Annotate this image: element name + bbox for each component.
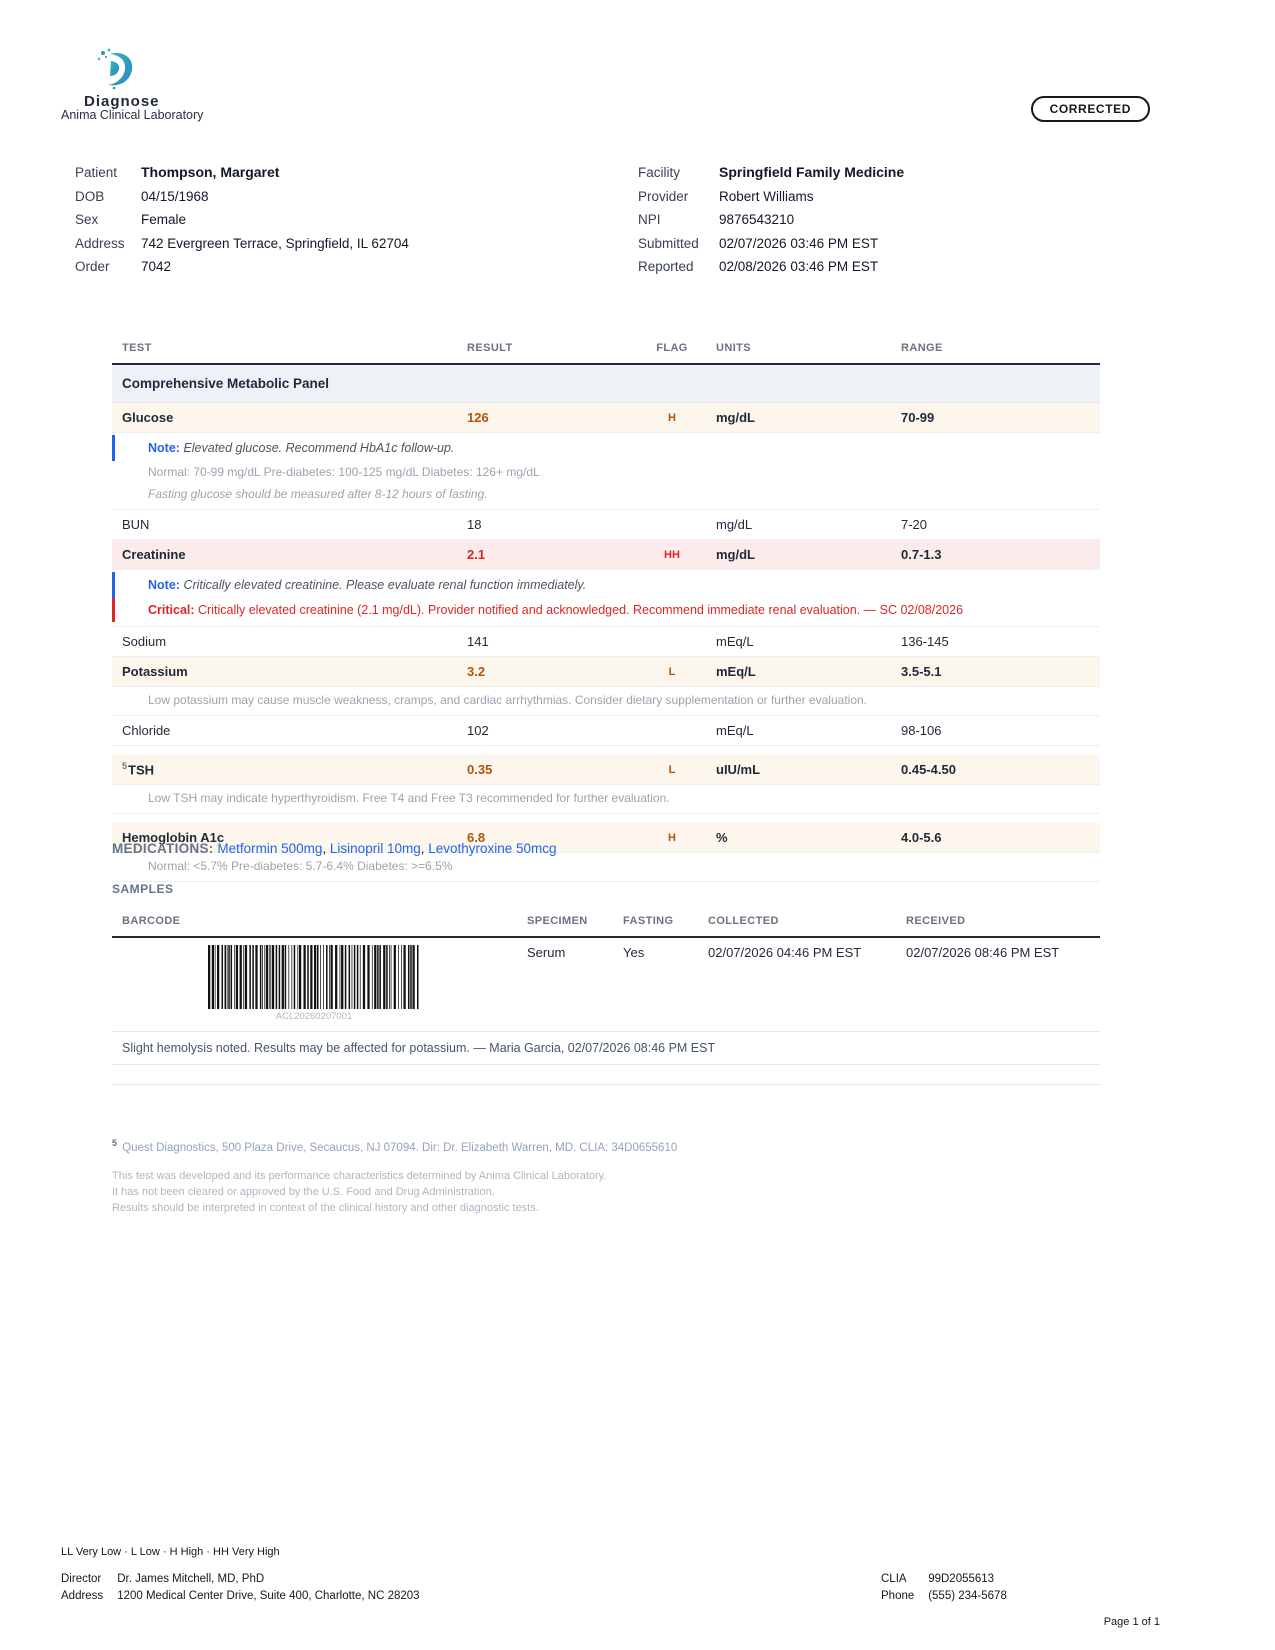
medications — [112, 841, 557, 856]
barcode-image — [208, 945, 420, 1009]
test-name: Creatinine — [122, 547, 186, 562]
test-result: 3.2 — [467, 664, 486, 679]
note-text: Critically elevated creatinine. Please evaluate renal function immediately. — [183, 578, 587, 592]
medications-label: MEDICATIONS: — [112, 841, 214, 856]
facility-row — [638, 161, 1165, 185]
medication-link[interactable]: Levothyroxine 50mcg — [428, 841, 557, 856]
test-range: 70-99 — [901, 410, 935, 425]
col-result: RESULT — [467, 342, 513, 354]
glucose-note — [112, 435, 1100, 461]
provider-value: Robert Williams — [719, 188, 814, 204]
test-name-text: TSH — [128, 762, 155, 778]
test-units: uIU/mL — [716, 762, 761, 777]
patient-row — [75, 161, 638, 185]
test-units: mEq/L — [716, 664, 756, 679]
test-range: 136-145 — [901, 634, 949, 649]
test-units: mg/dL — [716, 410, 755, 425]
report-info — [75, 161, 1165, 279]
potassium-info: Low potassium may cause muscle weakness, cramps, and cardiac arrhythmias. Consider dietary supplementation or further evaluation. — [148, 693, 868, 707]
sample-collected: 02/07/2026 04:46 PM EST — [708, 945, 862, 960]
test-range: 98-106 — [901, 723, 942, 738]
phone-row — [881, 1588, 1007, 1604]
test-name: Potassium — [122, 664, 188, 679]
footnote-5-ref: 5 — [112, 1138, 118, 1148]
facility-label: Facility — [638, 165, 681, 180]
col-barcode: BARCODE — [122, 915, 181, 927]
address-label: Address — [75, 235, 125, 251]
facility-name: Springfield Family Medicine — [719, 164, 905, 180]
sample-specimen: Serum — [527, 945, 566, 960]
npi-value: 9876543210 — [719, 212, 795, 227]
col-flag: FLAG — [656, 342, 688, 354]
facility-info — [638, 161, 1165, 279]
footer-address-value: 1200 Medical Center Drive, Suite 400, Charlotte, NC 28203 — [117, 1590, 420, 1602]
footnote-5 — [112, 1138, 1100, 1154]
note-label: Note: — [148, 441, 180, 455]
clia-value: 99D2055613 — [928, 1573, 995, 1585]
medication-link[interactable]: Metformin 500mg , — [217, 841, 330, 856]
results-table — [112, 342, 1100, 882]
sex-value: Female — [141, 212, 187, 227]
dob-row — [75, 185, 638, 209]
test-flag: H — [668, 831, 676, 844]
report-footer — [61, 1546, 1214, 1605]
sex-label: Sex — [75, 212, 99, 227]
test-units: mEq/L — [716, 634, 754, 649]
lab-name: Anima Clinical Laboratory — [61, 108, 204, 122]
test-result: 18 — [467, 517, 482, 532]
sample-barcode-cell — [112, 945, 527, 1022]
flag-legend: LL Very Low · L Low · H High · HH Very High — [61, 1546, 280, 1558]
submitted-row — [638, 232, 1165, 256]
test-range: 0.45-4.50 — [901, 762, 956, 777]
col-units: UNITS — [716, 342, 751, 354]
col-received: RECEIVED — [906, 915, 966, 927]
col-specimen: SPECIMEN — [527, 915, 588, 927]
sample-fasting: Yes — [623, 945, 645, 960]
table-row-sodium — [112, 627, 1100, 657]
test-units: mg/dL — [716, 517, 753, 532]
tsh-notes — [112, 785, 1100, 814]
table-row-bun — [112, 510, 1100, 540]
director-value: Dr. James Mitchell, MD, PhD — [117, 1573, 265, 1585]
phone-label: Phone — [881, 1590, 915, 1602]
footnotes — [112, 1138, 1100, 1216]
dob-value: 04/15/1968 — [141, 188, 209, 204]
a1c-notes — [112, 853, 1100, 882]
logo — [84, 46, 204, 110]
creatinine-note — [112, 572, 1100, 598]
address-value: 742 Evergreen Terrace, Springfield, IL 62704 — [141, 235, 409, 251]
test-name: Chloride — [122, 723, 171, 738]
test-name — [112, 761, 467, 777]
address-row — [75, 232, 638, 256]
test-result: 126 — [467, 410, 489, 425]
test-units: mEq/L — [716, 723, 754, 738]
test-result: 102 — [467, 723, 489, 738]
npi-label: NPI — [638, 212, 661, 227]
provider-label: Provider — [638, 188, 689, 204]
footnote-5-text: Quest Diagnostics, 500 Plaza Drive, Secaucus, NJ 07094. Dir: Dr. Elizabeth Warren, MD. CLIA: 34D0655610 — [122, 1141, 678, 1154]
creatinine-notes — [112, 570, 1100, 627]
test-result: 6.8 — [467, 830, 486, 845]
row-gap — [112, 814, 1100, 823]
table-row-chloride — [112, 716, 1100, 746]
submitted-label: Submitted — [638, 235, 699, 251]
disclaimer-line: It has not been cleared or approved by the U.S. Food and Drug Administration. — [112, 1185, 495, 1198]
sex-row — [75, 208, 638, 232]
order-value: 7042 — [141, 259, 172, 274]
critical-text: Critically elevated creatinine (2.1 mg/dL). Provider notified and acknowledged. Recommend immediate renal evaluation. — SC 02/08/2026 — [198, 603, 964, 617]
col-fasting: FASTING — [623, 915, 674, 927]
medication-link[interactable]: Lisinopril 10mg , — [330, 841, 428, 856]
samples-section — [112, 882, 1100, 1085]
patient-label: Patient — [75, 165, 118, 180]
patient-name: Thompson, Margaret — [141, 164, 280, 180]
diagnose-logo-icon — [94, 46, 138, 92]
table-row-glucose — [112, 403, 1100, 433]
table-row-creatinine — [112, 540, 1100, 570]
disclaimer — [112, 1168, 1100, 1216]
potassium-notes — [112, 687, 1100, 716]
reported-label: Reported — [638, 259, 694, 274]
divider — [112, 1065, 1100, 1085]
test-flag: L — [668, 763, 676, 776]
glucose-ref-info: Normal: 70-99 mg/dL Pre-diabetes: 100-125 mg/dL Diabetes: 126+ mg/dL — [148, 465, 540, 479]
col-test: TEST — [122, 342, 152, 354]
creatinine-critical — [112, 598, 1100, 622]
test-flag: L — [668, 665, 676, 678]
test-units: mg/dL — [716, 547, 755, 562]
glucose-fasting-info: Fasting glucose should be measured after 8-12 hours of fasting. — [148, 487, 488, 501]
note-label: Note: — [148, 578, 180, 592]
results-header — [112, 342, 1100, 365]
barcode-label: ACL20260207001 — [275, 1011, 353, 1022]
panel-section-header: Comprehensive Metabolic Panel — [112, 365, 1100, 403]
test-units: % — [716, 830, 728, 845]
test-result: 2.1 — [467, 547, 486, 562]
reported-row — [638, 255, 1165, 279]
logo-wordmark: Diagnose — [84, 93, 160, 110]
disclaimer-line: This test was developed and its performance characteristics determined by Anima Clinical Laboratory. — [112, 1169, 607, 1182]
test-flag: H — [668, 411, 676, 424]
row-gap — [112, 746, 1100, 755]
test-range: 3.5-5.1 — [901, 664, 942, 679]
footer-address-label: Address — [61, 1590, 104, 1602]
sample-received: 02/07/2026 08:46 PM EST — [906, 945, 1060, 960]
corrected-badge: CORRECTED — [1031, 96, 1150, 122]
test-name: Glucose — [122, 410, 174, 425]
disclaimer-line: Results should be interpreted in context of the clinical history and other diagnostic tests. — [112, 1201, 539, 1214]
table-row-tsh — [112, 755, 1100, 785]
order-row — [75, 255, 638, 279]
test-name: Sodium — [122, 634, 167, 649]
clia-row — [881, 1571, 994, 1587]
patient-info — [75, 161, 638, 279]
col-range: RANGE — [901, 342, 943, 354]
critical-label: Critical: — [148, 603, 195, 617]
table-row-potassium — [112, 657, 1100, 687]
reported-value: 02/08/2026 03:46 PM EST — [719, 259, 879, 274]
test-name: Hemoglobin A1c — [122, 830, 225, 845]
test-result: 141 — [467, 634, 489, 649]
a1c-info: Normal: <5.7% Pre-diabetes: 5.7-6.4% Diabetes: >=6.5% — [148, 859, 453, 873]
note-text: Elevated glucose. Recommend HbA1c follow-up. — [183, 441, 455, 455]
test-range: 0.7-1.3 — [901, 547, 942, 562]
dob-label: DOB — [75, 188, 105, 204]
test-flag: HH — [664, 548, 680, 561]
sample-row — [112, 938, 1100, 1022]
phone-value: (555) 234-5678 — [928, 1590, 1007, 1602]
director-label: Director — [61, 1573, 102, 1585]
order-label: Order — [75, 259, 110, 274]
tsh-info: Low TSH may indicate hyperthyroidism. Free T4 and Free T3 recommended for further evaluation. — [148, 791, 670, 805]
submitted-value: 02/07/2026 03:46 PM EST — [719, 235, 879, 251]
clia-label: CLIA — [881, 1573, 907, 1585]
glucose-notes — [112, 433, 1100, 510]
test-range: 4.0-5.6 — [901, 830, 942, 845]
samples-header — [112, 915, 1100, 938]
test-name: BUN — [122, 517, 150, 532]
provider-row — [638, 185, 1165, 209]
samples-title: SAMPLES — [112, 882, 174, 896]
npi-row — [638, 208, 1165, 232]
test-range: 7-20 — [901, 517, 928, 532]
page-number: Page 1 of 1 — [1103, 1616, 1160, 1628]
footer-address-row — [61, 1588, 1214, 1604]
test-result: 0.35 — [467, 762, 493, 777]
hemolysis-note: Slight hemolysis noted. Results may be affected for potassium. — Maria Garcia, 02/07/2026 08:46 PM EST — [112, 1031, 1100, 1065]
col-collected: COLLECTED — [708, 915, 779, 927]
footnote-ref: 5 — [122, 761, 128, 772]
director-row — [61, 1571, 1214, 1587]
